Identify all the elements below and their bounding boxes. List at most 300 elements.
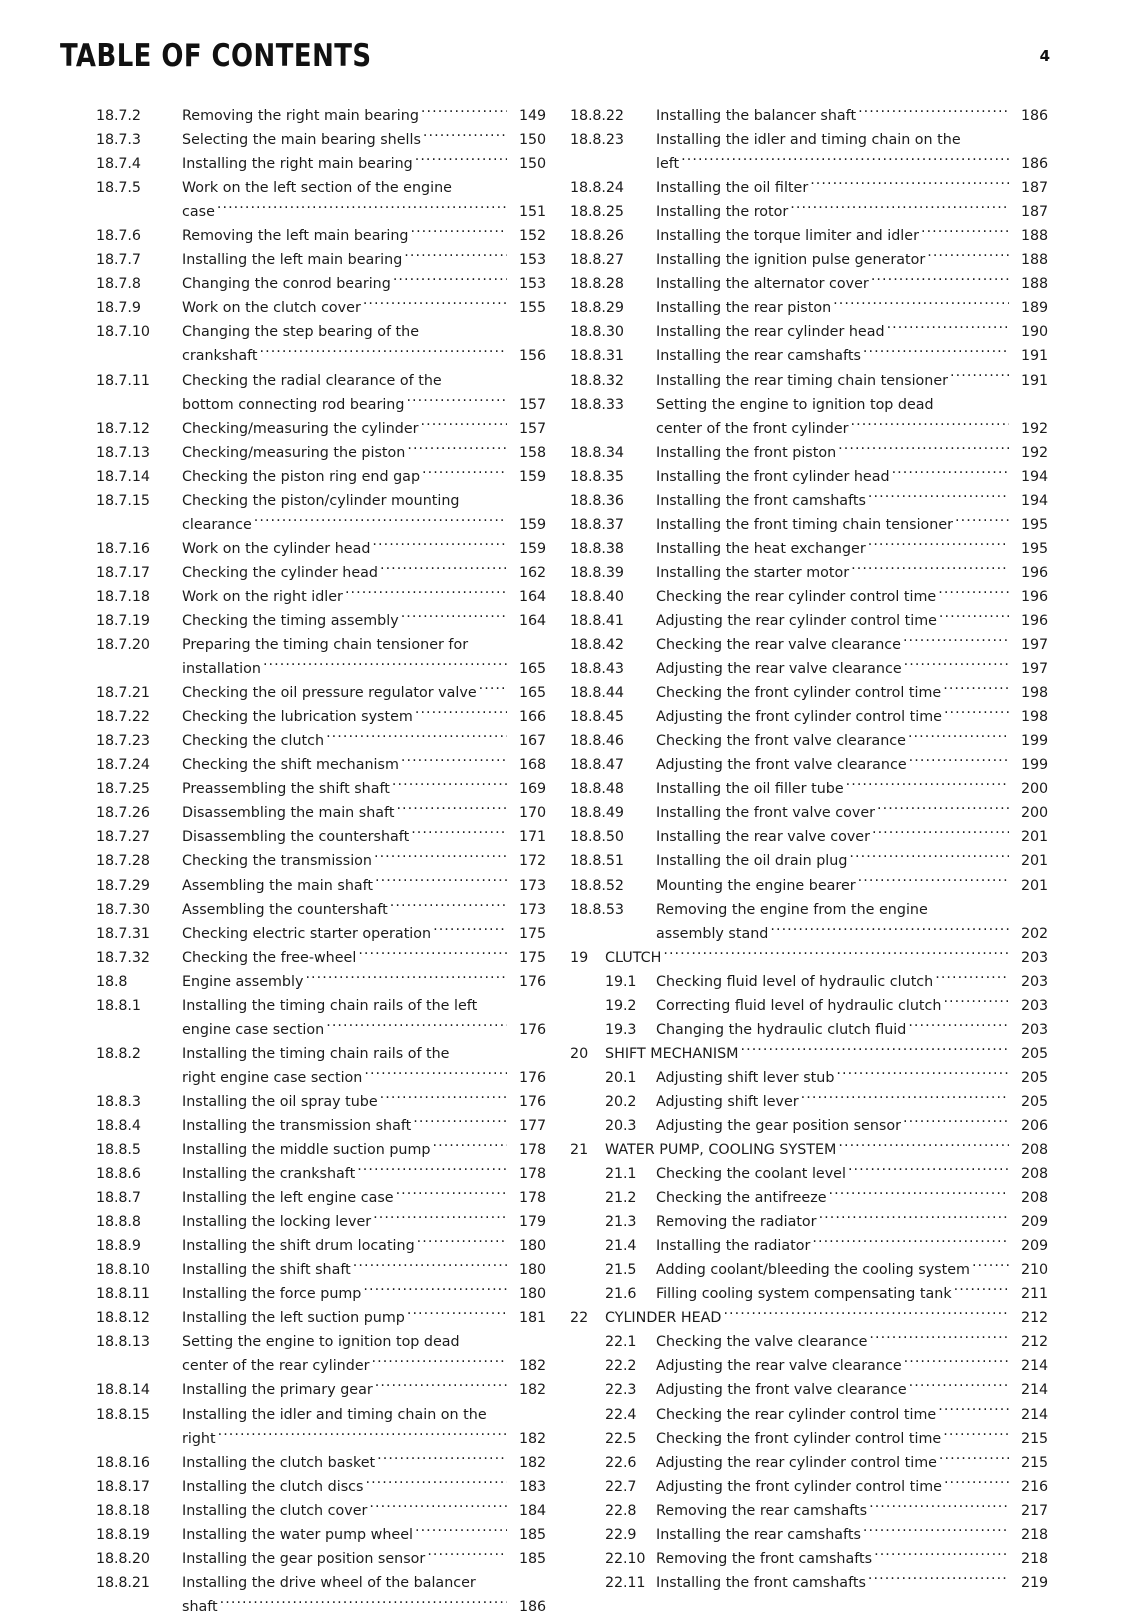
- toc-entry-title: Installing the left suction pump: [182, 1310, 405, 1327]
- toc-entry[interactable]: [96, 1114, 546, 1138]
- toc-entry[interactable]: [570, 898, 1048, 922]
- toc-entry[interactable]: [96, 801, 546, 825]
- toc-entry[interactable]: [96, 1258, 546, 1282]
- toc-dot-leader: [963, 130, 1009, 144]
- toc-dot-leader: [904, 659, 1009, 673]
- toc-entry[interactable]: [570, 1330, 1048, 1354]
- toc-entry-title: Installing the radiator: [656, 1238, 811, 1255]
- toc-entry-number: 18.8.36: [570, 492, 624, 509]
- toc-entry[interactable]: [96, 369, 546, 393]
- toc-entry-title: Installing the rear cylinder head: [656, 324, 885, 341]
- toc-entry[interactable]: [570, 1090, 1048, 1114]
- toc-page-number: 196: [1021, 588, 1048, 605]
- toc-entry[interactable]: [96, 128, 546, 152]
- toc-entry[interactable]: [96, 320, 546, 344]
- toc-entry[interactable]: [570, 513, 1048, 537]
- toc-entry[interactable]: [96, 1234, 546, 1258]
- toc-dot-leader: [444, 370, 507, 384]
- toc-entry-title: Removing the engine from the engine: [656, 901, 928, 918]
- toc-entry[interactable]: [570, 849, 1048, 873]
- toc-page-number: 185: [519, 1526, 546, 1543]
- toc-entry[interactable]: [570, 465, 1048, 489]
- toc-entry-title: Installing the shift shaft: [182, 1262, 351, 1279]
- toc-entry-number: 18.7.2: [96, 108, 141, 124]
- toc-dot-leader: [218, 1428, 507, 1442]
- toc-entry[interactable]: [96, 825, 546, 849]
- toc-entry[interactable]: [570, 1210, 1048, 1234]
- toc-entry-number: 18.8.52: [570, 877, 624, 894]
- toc-entry[interactable]: [570, 489, 1048, 513]
- toc-entry[interactable]: [570, 104, 1048, 128]
- toc-page-number: 195: [1021, 540, 1048, 557]
- toc-page-number: 180: [519, 1262, 546, 1279]
- toc-page-number: 196: [1021, 564, 1048, 581]
- toc-entry-number: 18.8.49: [570, 805, 624, 822]
- toc-entry[interactable]: [570, 1282, 1048, 1306]
- toc-dot-leader: [254, 515, 507, 529]
- toc-entry-title: Checking the rear cylinder control time: [656, 1406, 937, 1423]
- toc-entry[interactable]: [570, 753, 1048, 777]
- toc-page-number: 203: [1021, 1021, 1048, 1038]
- toc-entry[interactable]: [570, 1499, 1048, 1523]
- toc-entry[interactable]: [570, 369, 1048, 393]
- toc-page-number: 159: [519, 540, 546, 557]
- toc-entry[interactable]: [570, 320, 1048, 344]
- toc-entry-title: Checking the oil pressure regulator valve: [182, 685, 477, 702]
- toc-page-number: 171: [519, 829, 546, 846]
- toc-entry-number: 18.8.43: [570, 661, 624, 678]
- toc-page-number: 168: [519, 757, 546, 774]
- toc-entry-number: 21.5: [605, 1262, 637, 1279]
- toc-dot-leader: [220, 1597, 507, 1611]
- toc-entry-title: Preassembling the shift shaft: [182, 781, 390, 798]
- toc-entry-title: Selecting the main bearing shells: [182, 132, 421, 149]
- toc-entry-number: 18.8.5: [96, 1142, 141, 1159]
- toc-entry[interactable]: [96, 296, 546, 320]
- toc-entry-number: 18.8.18: [96, 1502, 150, 1519]
- toc-entry[interactable]: [570, 1378, 1048, 1402]
- toc-entry-title: Checking the clutch: [182, 733, 325, 750]
- toc-entry-number-spacer: [96, 344, 182, 368]
- toc-entry-title: Installing the water pump wheel: [182, 1526, 413, 1543]
- page-title: TABLE OF CONTENTS: [60, 38, 372, 74]
- toc-entry-title: Checking the shift mechanism: [182, 757, 399, 774]
- toc-entry[interactable]: [570, 1042, 1048, 1066]
- toc-entry-number: 18.7.30: [96, 901, 150, 918]
- toc-dot-leader: [411, 827, 507, 841]
- toc-entry-number: 18.8.10: [96, 1262, 150, 1279]
- toc-entry-continuation[interactable]: [570, 417, 1048, 441]
- toc-page-number: 201: [1021, 877, 1048, 894]
- toc-entry[interactable]: [570, 729, 1048, 753]
- toc-dot-leader: [479, 995, 507, 1009]
- toc-entry-number: 18.8.3: [96, 1093, 141, 1110]
- toc-entry-number: 20.1: [605, 1069, 637, 1086]
- toc-entry[interactable]: [570, 128, 1048, 152]
- toc-entry-title: Installing the rear camshafts: [656, 348, 861, 365]
- toc-entry-number: 21.1: [605, 1166, 637, 1183]
- toc-entry[interactable]: [96, 585, 546, 609]
- toc-entry-number: 18.7.21: [96, 685, 150, 702]
- toc-dot-leader: [393, 274, 507, 288]
- toc-entry-title: Installing the locking lever: [182, 1214, 372, 1231]
- toc-entry[interactable]: [570, 801, 1048, 825]
- toc-entry-number: 18.7.4: [96, 156, 141, 173]
- toc-entry[interactable]: [570, 994, 1048, 1018]
- toc-page-number: 211: [1021, 1286, 1048, 1303]
- toc-page-number: 150: [519, 132, 546, 149]
- toc-entry-continuation[interactable]: [96, 1354, 546, 1378]
- toc-entry[interactable]: [96, 1475, 546, 1499]
- toc-entry-number: 22.3: [605, 1382, 637, 1399]
- toc-chapter-number: 20: [570, 1045, 589, 1062]
- toc-entry-title-line2: crankshaft: [182, 348, 258, 365]
- toc-entry[interactable]: [96, 633, 546, 657]
- toc-entry-title: Checking the rear cylinder control time: [656, 588, 937, 605]
- toc-entry-continuation[interactable]: [96, 200, 546, 224]
- toc-entry-title: Installing the primary gear: [182, 1382, 373, 1399]
- toc-page-number: 173: [519, 877, 546, 894]
- toc-entry-title: Installing the oil spray tube: [182, 1093, 378, 1110]
- toc-entry[interactable]: [570, 585, 1048, 609]
- toc-entry-title: Adjusting the front valve clearance: [656, 757, 907, 774]
- toc-page-number: 169: [519, 781, 546, 798]
- toc-entry[interactable]: [570, 441, 1048, 465]
- toc-entry[interactable]: [96, 1523, 546, 1547]
- toc-entry[interactable]: [570, 1234, 1048, 1258]
- toc-entry[interactable]: [96, 489, 546, 513]
- toc-entry[interactable]: [570, 272, 1048, 296]
- toc-entry[interactable]: [96, 1042, 546, 1066]
- toc-entry[interactable]: [96, 849, 546, 873]
- toc-entry-title: Assembling the main shaft: [182, 877, 374, 894]
- toc-entry[interactable]: [96, 1090, 546, 1114]
- toc-entry[interactable]: [570, 200, 1048, 224]
- toc-page-number: 208: [1021, 1142, 1048, 1159]
- toc-page-number: 164: [519, 588, 546, 605]
- toc-entry-title: Installing the rear piston: [656, 300, 832, 317]
- toc-entry[interactable]: [96, 272, 546, 296]
- toc-entry-title: Installing the left main bearing: [182, 252, 403, 269]
- toc-entry-title: Engine assembly: [182, 973, 304, 990]
- toc-entry[interactable]: [570, 1138, 1048, 1162]
- toc-entry-number: 18.8.19: [96, 1526, 150, 1543]
- toc-entry[interactable]: [570, 344, 1048, 368]
- toc-column-right: [570, 104, 1048, 1595]
- toc-dot-leader: [421, 106, 507, 120]
- toc-entry[interactable]: [570, 633, 1048, 657]
- toc-entry-title: Installing the oil filter: [656, 180, 809, 197]
- toc-entry-continuation[interactable]: [570, 152, 1048, 176]
- toc-entry[interactable]: [96, 1499, 546, 1523]
- toc-entry[interactable]: [96, 922, 546, 946]
- toc-dot-leader: [869, 1500, 1009, 1514]
- toc-entry[interactable]: [570, 1354, 1048, 1378]
- toc-entry[interactable]: [570, 970, 1048, 994]
- toc-page-number: 212: [1021, 1310, 1048, 1327]
- toc-page-number: 186: [1021, 108, 1048, 124]
- toc-entry-title: Installing the front camshafts: [656, 1574, 866, 1591]
- toc-entry-title: Installing the left engine case: [182, 1190, 394, 1207]
- toc-entry-number: 18.8.44: [570, 685, 624, 702]
- toc-dot-leader: [369, 1500, 507, 1514]
- toc-dot-leader: [863, 346, 1009, 360]
- toc-entry[interactable]: [570, 176, 1048, 200]
- toc-entry[interactable]: [570, 1018, 1048, 1042]
- toc-dot-leader: [939, 611, 1009, 625]
- toc-entry-title: Adjusting the front cylinder control time: [656, 709, 942, 726]
- toc-entry-continuation[interactable]: [96, 1018, 546, 1042]
- toc-page-number: 182: [519, 1358, 546, 1375]
- toc-entry-title: Installing the middle suction pump: [182, 1142, 431, 1159]
- toc-entry-number: 18.7.32: [96, 949, 150, 966]
- toc-dot-leader: [833, 298, 1009, 312]
- toc-entry-title-line2: bottom connecting rod bearing: [182, 396, 405, 413]
- toc-entry-title: Changing the conrod bearing: [182, 276, 391, 293]
- toc-page-number: 206: [1021, 1117, 1048, 1134]
- toc-entry[interactable]: [96, 1162, 546, 1186]
- toc-entry-title: Checking the lubrication system: [182, 709, 413, 726]
- toc-entry-number: 22.7: [605, 1478, 637, 1495]
- toc-dot-leader: [413, 1116, 507, 1130]
- toc-entry[interactable]: [96, 1451, 546, 1475]
- toc-entry-title-line2: center of the front cylinder: [656, 420, 849, 437]
- toc-entry[interactable]: [96, 753, 546, 777]
- toc-page-number: 200: [1021, 805, 1048, 822]
- toc-entry-title: Assembling the countershaft: [182, 901, 388, 918]
- toc-entry[interactable]: [570, 393, 1048, 417]
- toc-dot-leader: [863, 1524, 1009, 1538]
- toc-entry[interactable]: [96, 1330, 546, 1354]
- toc-entry-continuation[interactable]: [96, 1066, 546, 1090]
- toc-entry[interactable]: [96, 729, 546, 753]
- toc-page-number: 166: [519, 709, 546, 726]
- toc-entry[interactable]: [96, 417, 546, 441]
- toc-page-number: 165: [519, 661, 546, 678]
- toc-entry-title: WATER PUMP, COOLING SYSTEM: [605, 1142, 837, 1159]
- toc-entry-title-line2: right engine case section: [182, 1069, 363, 1086]
- toc-entry[interactable]: [570, 1403, 1048, 1427]
- toc-entry-number: 18.7.31: [96, 925, 150, 942]
- toc-page-number: 159: [519, 516, 546, 533]
- toc-entry-title: Disassembling the countershaft: [182, 829, 410, 846]
- toc-entry[interactable]: [96, 1210, 546, 1234]
- toc-entry-number: 18.8.24: [570, 180, 624, 197]
- toc-entry[interactable]: [570, 537, 1048, 561]
- toc-page-number: 215: [1021, 1430, 1048, 1447]
- toc-dot-leader: [877, 803, 1009, 817]
- toc-entry[interactable]: [570, 1162, 1048, 1186]
- toc-entry-number: 18.7.26: [96, 805, 150, 822]
- toc-entry-number: 22.6: [605, 1454, 637, 1471]
- toc-dot-leader: [326, 1019, 507, 1033]
- toc-entry-title: Installing the gear position sensor: [182, 1550, 426, 1567]
- toc-entry[interactable]: [96, 561, 546, 585]
- toc-entry[interactable]: [96, 1138, 546, 1162]
- toc-page-number: 219: [1021, 1574, 1048, 1591]
- toc-entry[interactable]: [96, 1282, 546, 1306]
- toc-page-number: 203: [1021, 973, 1048, 990]
- toc-entry-continuation[interactable]: [96, 513, 546, 537]
- toc-entry[interactable]: [570, 874, 1048, 898]
- toc-entry-continuation[interactable]: [96, 657, 546, 681]
- toc-page-number: 199: [1021, 733, 1048, 750]
- toc-entry-number: 21.3: [605, 1214, 637, 1231]
- toc-page-number: 208: [1021, 1166, 1048, 1183]
- toc-entry-number: 18.8.11: [96, 1286, 150, 1303]
- toc-entry-number: 18.8.26: [570, 228, 624, 245]
- toc-entry[interactable]: [570, 1523, 1048, 1547]
- toc-entry[interactable]: [570, 1066, 1048, 1090]
- toc-entry[interactable]: [96, 777, 546, 801]
- toc-dot-leader: [874, 1549, 1009, 1563]
- toc-dot-leader: [950, 370, 1009, 384]
- toc-entry[interactable]: [96, 248, 546, 272]
- toc-entry[interactable]: [96, 152, 546, 176]
- toc-entry[interactable]: [570, 1258, 1048, 1282]
- toc-entry-number: 18.7.3: [96, 132, 141, 149]
- toc-entry[interactable]: [96, 537, 546, 561]
- toc-page-number: 150: [519, 156, 546, 173]
- toc-entry[interactable]: [570, 248, 1048, 272]
- toc-entry-continuation[interactable]: [96, 344, 546, 368]
- toc-entry[interactable]: [96, 874, 546, 898]
- toc-page-number: 194: [1021, 492, 1048, 509]
- toc-entry-title: Adjusting the rear valve clearance: [656, 661, 902, 678]
- toc-page-number: 158: [519, 444, 546, 461]
- toc-entry-title: Setting the engine to ignition top dead: [656, 396, 934, 413]
- toc-page-number: 216: [1021, 1478, 1048, 1495]
- toc-dot-leader: [903, 1116, 1009, 1130]
- toc-entry-continuation[interactable]: [96, 1595, 546, 1619]
- toc-dot-leader: [838, 442, 1009, 456]
- toc-entry-title-line2: center of the rear cylinder: [182, 1358, 370, 1375]
- toc-page-number: 153: [519, 252, 546, 269]
- toc-entry-title: Installing the alternator cover: [656, 276, 869, 293]
- toc-entry[interactable]: [96, 609, 546, 633]
- toc-entry[interactable]: [570, 1186, 1048, 1210]
- toc-entry-number-spacer: [96, 657, 182, 681]
- toc-dot-leader: [892, 466, 1009, 480]
- toc-entry-title: CYLINDER HEAD: [605, 1310, 722, 1327]
- toc-entry-number: 22.1: [605, 1334, 637, 1351]
- toc-entry-title: Adjusting the rear cylinder control time: [656, 612, 937, 629]
- toc-entry-title: Installing the rear valve cover: [656, 829, 870, 846]
- toc-dot-leader: [904, 1356, 1009, 1370]
- toc-entry[interactable]: [96, 994, 546, 1018]
- toc-page-number: 197: [1021, 637, 1048, 654]
- toc-entry[interactable]: [570, 657, 1048, 681]
- toc-entry[interactable]: [570, 296, 1048, 320]
- toc-entry[interactable]: [570, 1571, 1048, 1595]
- toc-page-number: 218: [1021, 1526, 1048, 1543]
- toc-entry[interactable]: [570, 825, 1048, 849]
- toc-dot-leader: [345, 587, 507, 601]
- toc-entry[interactable]: [96, 1186, 546, 1210]
- toc-page-number: 184: [519, 1502, 546, 1519]
- toc-entry-number: 18.8.25: [570, 204, 624, 221]
- toc-dot-leader: [943, 683, 1009, 697]
- toc-entry-number: 18.7.12: [96, 420, 150, 437]
- toc-entry[interactable]: [570, 561, 1048, 585]
- toc-entry[interactable]: [570, 946, 1048, 970]
- toc-entry[interactable]: [570, 1114, 1048, 1138]
- toc-entry[interactable]: [96, 681, 546, 705]
- toc-entry-continuation[interactable]: [570, 922, 1048, 946]
- toc-entry[interactable]: [96, 1378, 546, 1402]
- toc-page-number: 192: [1021, 420, 1048, 437]
- toc-dot-leader: [401, 611, 507, 625]
- toc-dot-leader: [848, 1164, 1009, 1178]
- toc-entry-title: Work on the left section of the engine: [182, 180, 452, 197]
- toc-entry-number: 18.7.13: [96, 444, 150, 461]
- toc-page-number: 178: [519, 1166, 546, 1183]
- toc-entry-title: Checking the rear valve clearance: [656, 637, 901, 654]
- toc-page-number: 181: [519, 1310, 546, 1327]
- toc-dot-leader: [943, 1428, 1009, 1442]
- toc-page-number: 217: [1021, 1502, 1048, 1519]
- toc-page-number: 187: [1021, 180, 1048, 197]
- toc-page-number: 202: [1021, 925, 1048, 942]
- toc-entry[interactable]: [570, 777, 1048, 801]
- toc-entry[interactable]: [96, 224, 546, 248]
- toc-entry[interactable]: [96, 970, 546, 994]
- toc-entry[interactable]: [570, 1547, 1048, 1571]
- toc-entry[interactable]: [96, 898, 546, 922]
- toc-entry[interactable]: [96, 1403, 546, 1427]
- toc-entry[interactable]: [570, 1306, 1048, 1330]
- toc-entry[interactable]: [96, 946, 546, 970]
- toc-page-number: 178: [519, 1142, 546, 1159]
- toc-entry-number-spacer: [96, 1066, 182, 1090]
- toc-entry[interactable]: [570, 1475, 1048, 1499]
- toc-entry[interactable]: [570, 705, 1048, 729]
- toc-entry-title-line2: right: [182, 1430, 216, 1447]
- toc-entry[interactable]: [570, 224, 1048, 248]
- toc-entry-continuation[interactable]: [96, 1427, 546, 1451]
- toc-entry-number: 18.8.46: [570, 733, 624, 750]
- toc-entry[interactable]: [96, 1547, 546, 1571]
- toc-entry[interactable]: [96, 465, 546, 489]
- toc-dot-leader: [954, 1284, 1009, 1298]
- toc-entry[interactable]: [96, 1571, 546, 1595]
- toc-dot-leader: [972, 1260, 1009, 1274]
- toc-dot-leader: [903, 635, 1009, 649]
- toc-entry-number-spacer: [96, 1427, 182, 1451]
- toc-entry-number-spacer: [96, 200, 182, 224]
- toc-entry[interactable]: [570, 609, 1048, 633]
- toc-entry[interactable]: [570, 1427, 1048, 1451]
- toc-entry[interactable]: [96, 176, 546, 200]
- toc-entry-number-spacer: [96, 1018, 182, 1042]
- toc-entry[interactable]: [96, 1306, 546, 1330]
- toc-entry[interactable]: [96, 705, 546, 729]
- toc-entry-number: 18.7.8: [96, 276, 141, 293]
- toc-entry-title: Preparing the timing chain tensioner for: [182, 637, 469, 654]
- toc-entry-number: 18.8.29: [570, 300, 624, 317]
- toc-entry[interactable]: [96, 441, 546, 465]
- toc-entry-number: 18.8.23: [570, 132, 624, 149]
- toc-entry[interactable]: [570, 1451, 1048, 1475]
- toc-entry-continuation[interactable]: [96, 393, 546, 417]
- toc-entry-number: 18.8.35: [570, 468, 624, 485]
- toc-page-number: 188: [1021, 252, 1048, 269]
- toc-entry-number: 18.8.22: [570, 108, 624, 124]
- toc-column-left: [96, 104, 546, 1619]
- toc-entry-number: 18.8.8: [96, 1214, 141, 1231]
- toc-entry[interactable]: [96, 104, 546, 128]
- toc-entry[interactable]: [570, 681, 1048, 705]
